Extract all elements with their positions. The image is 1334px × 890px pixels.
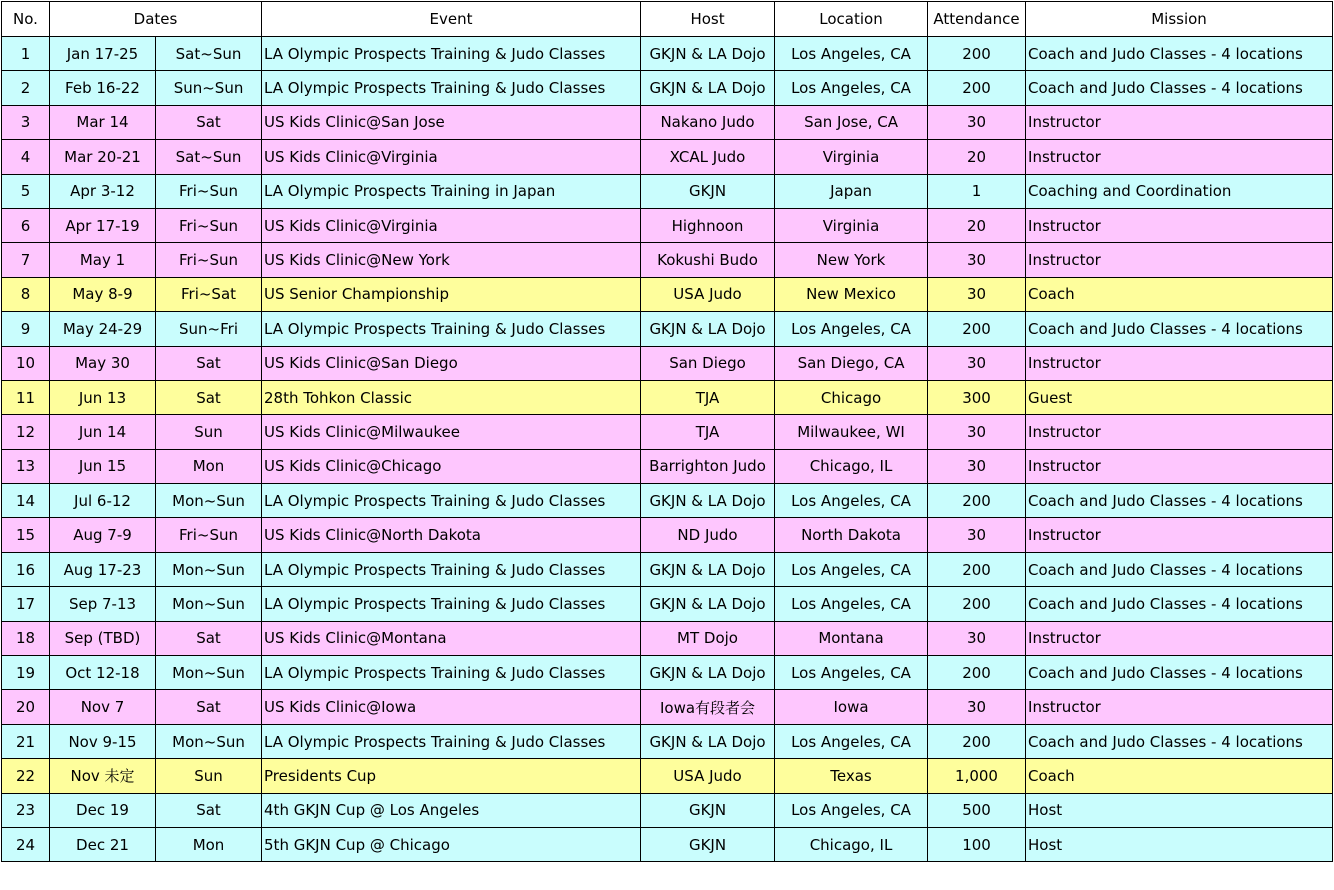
cell-days: Sat [156, 793, 262, 827]
cell-location: Montana [775, 621, 928, 655]
cell-date: Jul 6-12 [50, 484, 156, 518]
cell-no: 16 [2, 552, 50, 586]
cell-host: GKJN [641, 793, 775, 827]
cell-event: US Kids Clinic@New York [262, 243, 641, 277]
cell-attendance: 200 [928, 37, 1026, 71]
cell-date: Nov 未定 [50, 759, 156, 793]
table-row [2, 587, 1333, 621]
cell-no: 5 [2, 174, 50, 208]
table-row [2, 208, 1333, 242]
cell-event: US Senior Championship [262, 277, 641, 311]
cell-date: Nov 7 [50, 690, 156, 724]
cell-days: Sat [156, 690, 262, 724]
cell-mission: Coach and Judo Classes - 4 locations [1026, 71, 1333, 105]
cell-attendance: 30 [928, 449, 1026, 483]
cell-host: TJA [641, 415, 775, 449]
cell-event: US Kids Clinic@Chicago [262, 449, 641, 483]
cell-days: Fri~Sun [156, 208, 262, 242]
cell-host: Nakano Judo [641, 105, 775, 139]
cell-location: Virginia [775, 140, 928, 174]
cell-date: Jun 14 [50, 415, 156, 449]
cell-no: 22 [2, 759, 50, 793]
table-row [2, 724, 1333, 758]
cell-date: May 24-29 [50, 312, 156, 346]
cell-no: 24 [2, 827, 50, 861]
cell-date: Dec 19 [50, 793, 156, 827]
cell-days: Fri~Sat [156, 277, 262, 311]
cell-days: Mon~Sun [156, 484, 262, 518]
cell-days: Sat~Sun [156, 37, 262, 71]
cell-attendance: 300 [928, 380, 1026, 414]
cell-days: Sat~Sun [156, 140, 262, 174]
cell-host: GKJN & LA Dojo [641, 587, 775, 621]
cell-days: Fri~Sun [156, 174, 262, 208]
cell-attendance: 200 [928, 587, 1026, 621]
cell-location: Los Angeles, CA [775, 724, 928, 758]
cell-host: GKJN [641, 174, 775, 208]
cell-no: 17 [2, 587, 50, 621]
cell-host: Kokushi Budo [641, 243, 775, 277]
schedule-table [1, 1, 1333, 862]
cell-date: Sep 7-13 [50, 587, 156, 621]
cell-mission: Coach [1026, 277, 1333, 311]
cell-mission: Coach and Judo Classes - 4 locations [1026, 587, 1333, 621]
cell-days: Sun~Fri [156, 312, 262, 346]
cell-event: US Kids Clinic@North Dakota [262, 518, 641, 552]
cell-event: LA Olympic Prospects Training & Judo Classes [262, 656, 641, 690]
cell-date: Feb 16-22 [50, 71, 156, 105]
cell-host: XCAL Judo [641, 140, 775, 174]
cell-no: 7 [2, 243, 50, 277]
cell-days: Fri~Sun [156, 243, 262, 277]
cell-mission: Coaching and Coordination [1026, 174, 1333, 208]
cell-no: 12 [2, 415, 50, 449]
cell-days: Mon~Sun [156, 724, 262, 758]
cell-location: Virginia [775, 208, 928, 242]
cell-attendance: 200 [928, 71, 1026, 105]
table-row [2, 793, 1333, 827]
table-row [2, 140, 1333, 174]
table-row [2, 243, 1333, 277]
cell-location: Chicago, IL [775, 449, 928, 483]
cell-location: Los Angeles, CA [775, 656, 928, 690]
cell-event: US Kids Clinic@Montana [262, 621, 641, 655]
cell-date: Jun 15 [50, 449, 156, 483]
table-row [2, 380, 1333, 414]
cell-no: 9 [2, 312, 50, 346]
cell-mission: Host [1026, 827, 1333, 861]
cell-mission: Instructor [1026, 690, 1333, 724]
cell-host: GKJN & LA Dojo [641, 552, 775, 586]
cell-event: LA Olympic Prospects Training & Judo Classes [262, 587, 641, 621]
cell-mission: Coach and Judo Classes - 4 locations [1026, 312, 1333, 346]
table-row [2, 690, 1333, 724]
cell-mission: Instructor [1026, 105, 1333, 139]
table-row [2, 415, 1333, 449]
cell-attendance: 200 [928, 656, 1026, 690]
cell-attendance: 1 [928, 174, 1026, 208]
cell-attendance: 30 [928, 243, 1026, 277]
table-row [2, 312, 1333, 346]
cell-no: 14 [2, 484, 50, 518]
cell-days: Sun [156, 415, 262, 449]
cell-event: US Kids Clinic@Virginia [262, 208, 641, 242]
cell-mission: Instructor [1026, 208, 1333, 242]
cell-host: Barrighton Judo [641, 449, 775, 483]
cell-location: New York [775, 243, 928, 277]
cell-no: 1 [2, 37, 50, 71]
cell-location: Los Angeles, CA [775, 552, 928, 586]
cell-date: Sep (TBD) [50, 621, 156, 655]
cell-attendance: 200 [928, 552, 1026, 586]
cell-host: GKJN & LA Dojo [641, 71, 775, 105]
cell-mission: Coach [1026, 759, 1333, 793]
cell-date: Apr 17-19 [50, 208, 156, 242]
cell-host: USA Judo [641, 277, 775, 311]
cell-date: Aug 17-23 [50, 552, 156, 586]
cell-no: 15 [2, 518, 50, 552]
cell-event: US Kids Clinic@San Jose [262, 105, 641, 139]
cell-days: Sat [156, 105, 262, 139]
cell-location: Milwaukee, WI [775, 415, 928, 449]
cell-host: GKJN & LA Dojo [641, 656, 775, 690]
cell-no: 21 [2, 724, 50, 758]
cell-mission: Coach and Judo Classes - 4 locations [1026, 724, 1333, 758]
cell-days: Sat [156, 621, 262, 655]
cell-date: Jan 17-25 [50, 37, 156, 71]
cell-event: LA Olympic Prospects Training & Judo Classes [262, 37, 641, 71]
cell-location: Chicago, IL [775, 827, 928, 861]
cell-mission: Guest [1026, 380, 1333, 414]
cell-attendance: 30 [928, 105, 1026, 139]
table-row [2, 449, 1333, 483]
cell-no: 20 [2, 690, 50, 724]
cell-mission: Instructor [1026, 415, 1333, 449]
cell-location: Los Angeles, CA [775, 484, 928, 518]
cell-event: Presidents Cup [262, 759, 641, 793]
table-row [2, 656, 1333, 690]
cell-days: Sun~Sun [156, 71, 262, 105]
cell-attendance: 20 [928, 208, 1026, 242]
cell-date: May 1 [50, 243, 156, 277]
cell-host: ND Judo [641, 518, 775, 552]
cell-date: Jun 13 [50, 380, 156, 414]
cell-attendance: 1,000 [928, 759, 1026, 793]
cell-host: GKJN & LA Dojo [641, 484, 775, 518]
cell-attendance: 30 [928, 415, 1026, 449]
cell-no: 19 [2, 656, 50, 690]
cell-no: 11 [2, 380, 50, 414]
cell-mission: Coach and Judo Classes - 4 locations [1026, 656, 1333, 690]
cell-host: TJA [641, 380, 775, 414]
table-row [2, 484, 1333, 518]
table-row [2, 277, 1333, 311]
header-event: Event [262, 2, 641, 37]
cell-location: San Diego, CA [775, 346, 928, 380]
cell-host: GKJN & LA Dojo [641, 312, 775, 346]
header-host: Host [641, 2, 775, 37]
cell-host: USA Judo [641, 759, 775, 793]
table-row [2, 827, 1333, 861]
cell-date: Dec 21 [50, 827, 156, 861]
cell-days: Mon [156, 827, 262, 861]
cell-event: 5th GKJN Cup @ Chicago [262, 827, 641, 861]
cell-date: May 8-9 [50, 277, 156, 311]
cell-location: Chicago [775, 380, 928, 414]
cell-no: 4 [2, 140, 50, 174]
cell-location: Los Angeles, CA [775, 37, 928, 71]
header-mission: Mission [1026, 2, 1333, 37]
table-row [2, 759, 1333, 793]
cell-attendance: 500 [928, 793, 1026, 827]
table-row [2, 518, 1333, 552]
cell-days: Mon~Sun [156, 587, 262, 621]
cell-no: 13 [2, 449, 50, 483]
cell-attendance: 100 [928, 827, 1026, 861]
cell-attendance: 200 [928, 312, 1026, 346]
cell-event: LA Olympic Prospects Training & Judo Classes [262, 71, 641, 105]
table-row [2, 105, 1333, 139]
header-row [2, 2, 1333, 37]
cell-no: 23 [2, 793, 50, 827]
cell-host: San Diego [641, 346, 775, 380]
cell-no: 3 [2, 105, 50, 139]
cell-attendance: 30 [928, 690, 1026, 724]
cell-date: Mar 14 [50, 105, 156, 139]
cell-event: 4th GKJN Cup @ Los Angeles [262, 793, 641, 827]
cell-attendance: 30 [928, 346, 1026, 380]
cell-no: 18 [2, 621, 50, 655]
cell-mission: Instructor [1026, 140, 1333, 174]
cell-location: Texas [775, 759, 928, 793]
cell-mission: Instructor [1026, 346, 1333, 380]
cell-event: LA Olympic Prospects Training & Judo Classes [262, 484, 641, 518]
cell-mission: Coach and Judo Classes - 4 locations [1026, 484, 1333, 518]
cell-days: Mon [156, 449, 262, 483]
cell-attendance: 200 [928, 724, 1026, 758]
cell-date: Nov 9-15 [50, 724, 156, 758]
cell-event: US Kids Clinic@San Diego [262, 346, 641, 380]
cell-attendance: 30 [928, 518, 1026, 552]
cell-no: 10 [2, 346, 50, 380]
cell-no: 8 [2, 277, 50, 311]
cell-location: Los Angeles, CA [775, 793, 928, 827]
cell-host: MT Dojo [641, 621, 775, 655]
header-location: Location [775, 2, 928, 37]
cell-location: Los Angeles, CA [775, 71, 928, 105]
cell-mission: Host [1026, 793, 1333, 827]
cell-event: US Kids Clinic@Iowa [262, 690, 641, 724]
cell-event: LA Olympic Prospects Training in Japan [262, 174, 641, 208]
cell-days: Fri~Sun [156, 518, 262, 552]
cell-no: 6 [2, 208, 50, 242]
cell-days: Sat [156, 380, 262, 414]
table-row [2, 174, 1333, 208]
cell-host: GKJN [641, 827, 775, 861]
cell-date: Apr 3-12 [50, 174, 156, 208]
cell-event: LA Olympic Prospects Training & Judo Classes [262, 724, 641, 758]
cell-days: Sat [156, 346, 262, 380]
cell-attendance: 30 [928, 621, 1026, 655]
cell-date: Aug 7-9 [50, 518, 156, 552]
cell-location: Iowa [775, 690, 928, 724]
cell-date: May 30 [50, 346, 156, 380]
cell-mission: Instructor [1026, 449, 1333, 483]
table-row [2, 37, 1333, 71]
cell-event: 28th Tohkon Classic [262, 380, 641, 414]
cell-event: LA Olympic Prospects Training & Judo Classes [262, 312, 641, 346]
table-row [2, 346, 1333, 380]
cell-date: Oct 12-18 [50, 656, 156, 690]
cell-event: LA Olympic Prospects Training & Judo Classes [262, 552, 641, 586]
header-no: No. [2, 2, 50, 37]
cell-location: New Mexico [775, 277, 928, 311]
cell-mission: Coach and Judo Classes - 4 locations [1026, 552, 1333, 586]
table-row [2, 552, 1333, 586]
cell-days: Mon~Sun [156, 656, 262, 690]
table-row [2, 71, 1333, 105]
cell-days: Mon~Sun [156, 552, 262, 586]
cell-host: Iowa有段者会 [641, 690, 775, 724]
cell-mission: Coach and Judo Classes - 4 locations [1026, 37, 1333, 71]
cell-attendance: 200 [928, 484, 1026, 518]
table-row [2, 621, 1333, 655]
cell-event: US Kids Clinic@Virginia [262, 140, 641, 174]
cell-event: US Kids Clinic@Milwaukee [262, 415, 641, 449]
header-dates: Dates [50, 2, 262, 37]
cell-no: 2 [2, 71, 50, 105]
cell-location: North Dakota [775, 518, 928, 552]
cell-host: GKJN & LA Dojo [641, 724, 775, 758]
cell-mission: Instructor [1026, 621, 1333, 655]
cell-attendance: 20 [928, 140, 1026, 174]
cell-location: Japan [775, 174, 928, 208]
cell-host: Highnoon [641, 208, 775, 242]
cell-host: GKJN & LA Dojo [641, 37, 775, 71]
cell-location: Los Angeles, CA [775, 587, 928, 621]
cell-attendance: 30 [928, 277, 1026, 311]
header-attendance: Attendance [928, 2, 1026, 37]
cell-location: Los Angeles, CA [775, 312, 928, 346]
table-body [2, 37, 1333, 862]
cell-date: Mar 20-21 [50, 140, 156, 174]
cell-mission: Instructor [1026, 243, 1333, 277]
cell-location: San Jose, CA [775, 105, 928, 139]
cell-days: Sun [156, 759, 262, 793]
cell-mission: Instructor [1026, 518, 1333, 552]
